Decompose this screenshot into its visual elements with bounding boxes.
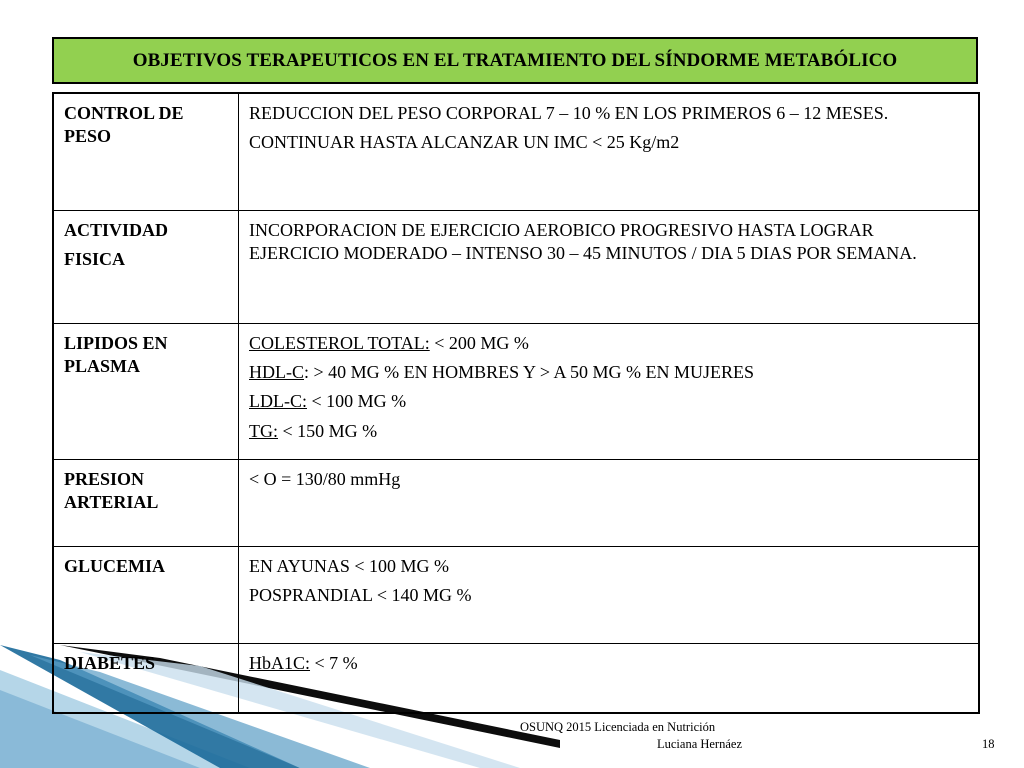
- row-label-text: CONTROL DE: [64, 103, 184, 123]
- content-line: [249, 420, 968, 443]
- row-label: [53, 546, 239, 643]
- row-content: [239, 643, 980, 713]
- item-value: < 200 MG %: [429, 332, 529, 353]
- page-number: 18: [982, 737, 995, 751]
- item-value: < 150 MG %: [278, 420, 378, 441]
- footer-line: OSUNQ 2015 Licenciada en Nutrición: [520, 720, 716, 734]
- content-line: CONTINUAR HASTA ALCANZAR UN IMC < 25 Kg/m2: [249, 132, 680, 153]
- row-label-text: PLASMA: [64, 355, 140, 376]
- row-label: [53, 93, 239, 210]
- table-row: [53, 643, 979, 713]
- row-content: [239, 210, 980, 323]
- content-line: POSPRANDIAL < 140 MG %: [249, 584, 472, 605]
- slide-title: OBJETIVOS TERAPEUTICOS EN EL TRATAMIENTO DEL SÍNDORME METABÓLICO: [52, 37, 978, 84]
- item-key: TG:: [249, 420, 278, 441]
- row-label-text: ACTIVIDAD: [64, 219, 169, 240]
- item-value: : > 40 MG % EN HOMBRES Y > A 50 MG % EN MUJERES: [304, 361, 754, 382]
- row-label: [53, 323, 239, 459]
- content-line: < O = 130/80 mmHg: [249, 468, 401, 489]
- item-key: LDL-C:: [249, 391, 307, 412]
- table-row: [53, 546, 979, 643]
- row-label: [53, 459, 239, 546]
- row-label-text: PESO: [64, 126, 112, 147]
- item-value: < 100 MG %: [307, 391, 407, 412]
- table-row: [53, 93, 979, 210]
- row-content: [239, 323, 980, 459]
- content-line: [249, 652, 968, 675]
- row-label-text: ARTERIAL: [64, 491, 159, 512]
- item-key: HDL-C: [249, 361, 304, 382]
- content-line: [249, 390, 968, 413]
- row-label-text: DIABETES: [64, 652, 156, 673]
- row-label-text: LIPIDOS EN: [64, 332, 168, 353]
- row-label-text: PRESION: [64, 468, 145, 489]
- row-label: [53, 643, 239, 713]
- footer-credits: [520, 719, 742, 753]
- table-row: [53, 323, 979, 459]
- row-label-text: FISICA: [64, 248, 126, 269]
- row-content: [239, 93, 980, 210]
- objectives-table: [52, 92, 980, 714]
- table-row: [53, 210, 979, 323]
- row-label-text: GLUCEMIA: [64, 555, 166, 576]
- row-content: [239, 546, 980, 643]
- item-value: < 7 %: [310, 652, 358, 673]
- footer-line: Luciana Hernáez: [656, 736, 742, 751]
- item-key: HbA1C:: [249, 652, 311, 673]
- content-line: [249, 332, 968, 355]
- content-line: INCORPORACION DE EJERCICIO AEROBICO PROGRESIVO HASTA LOGRAR EJERCICIO MODERADO – INTENSO 30 – 45 MINUTOS / DIA 5 DIAS POR SEMANA.: [249, 219, 917, 263]
- content-line: REDUCCION DEL PESO CORPORAL 7 – 10 % EN LOS PRIMEROS 6 – 12 MESES.: [249, 103, 889, 123]
- table-row: [53, 459, 979, 546]
- row-label: [53, 210, 239, 323]
- content-line: EN AYUNAS < 100 MG %: [249, 555, 450, 576]
- item-key: COLESTEROL TOTAL:: [249, 332, 430, 353]
- row-content: [239, 459, 980, 546]
- content-line: [249, 361, 968, 384]
